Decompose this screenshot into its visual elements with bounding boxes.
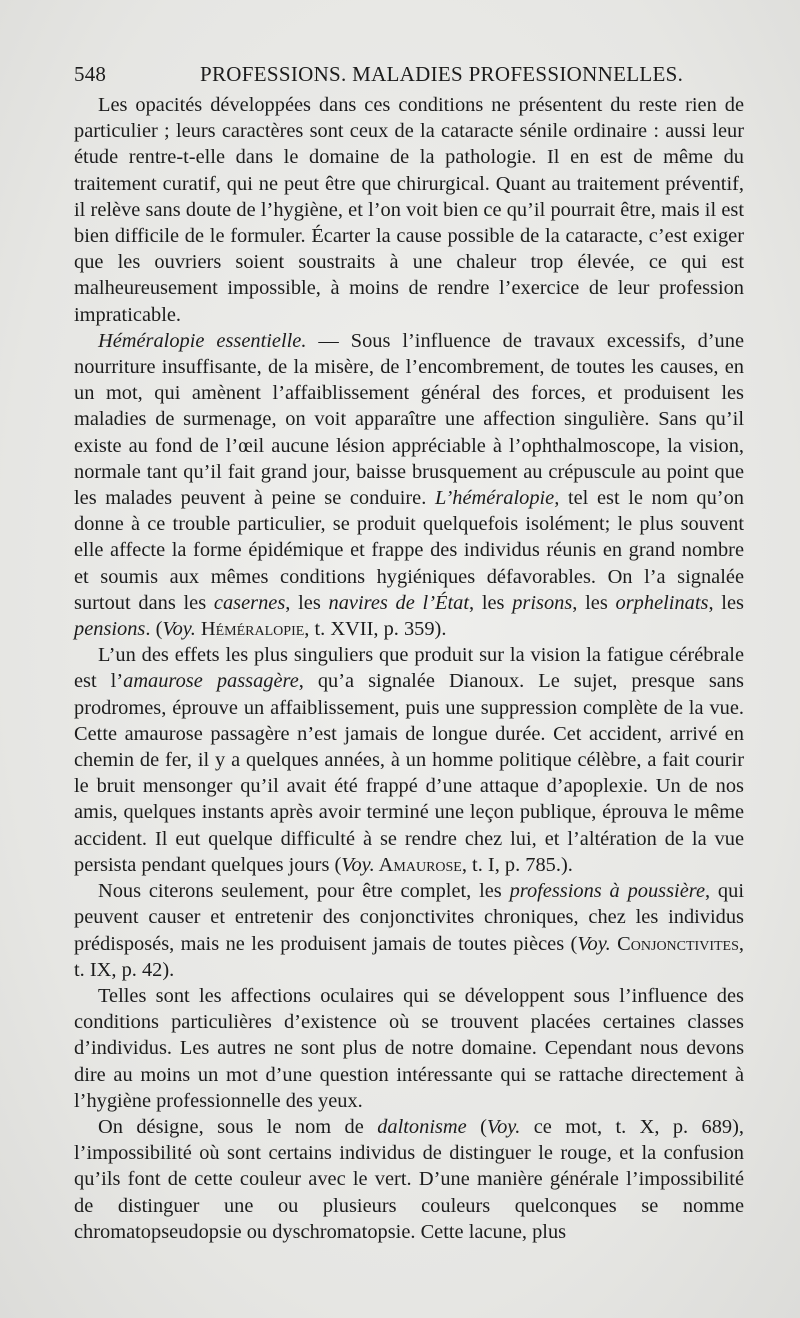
italic-term: professions à poussière: [509, 880, 705, 903]
paragraph-transition: [74, 983, 744, 1114]
paragraph-dust-professions: [74, 878, 744, 983]
text-separator: , les: [708, 591, 744, 614]
paragraph-text: — Sous l’influence de travaux excessifs, d’une nourriture insuffisante, de la misère, de l’encombrement, de toutes les causes, en un mot, qui amènent l’affaiblissement général des forces, et produisent les maladies de surmenage, on voit apparaître une affection singulière. Sans qu’il existe au fond de l’œil aucune lésion appréciable à l’ophthalmoscope, la vision, normale tant qu’il fait grand jour, baisse brusquement au crépuscule au point que les malades peuvent à peine se conduire.: [74, 329, 744, 510]
text-separator: . (: [145, 618, 163, 641]
voy-reference: Voy.: [577, 932, 611, 955]
italic-place: casernes: [213, 591, 286, 614]
paragraph-cataract: [74, 92, 744, 328]
page-number: 548: [74, 62, 107, 86]
italic-place: orphelinats: [615, 591, 709, 614]
text-separator: , les: [468, 591, 513, 614]
book-page: [74, 58, 744, 1245]
text-separator: , les: [285, 591, 329, 614]
running-title: PROFESSIONS. MALADIES PROFESSIONNELLES.: [200, 62, 684, 86]
cross-reference-location: ce mot, t. X, p. 689), l’impossibilité où sont certains individus de distinguer le rouge, et la confusion qu’ils font de cette couleur avec le vert. D’une manière générale l’impossibilité de distinguer une ou plusieurs couleurs quelconques se nomme chromatopseudopsie ou dyschromatopsie. Cette lacune, plus: [74, 1115, 745, 1243]
cross-reference-term: Héméralopie: [195, 618, 305, 641]
paragraph-text: tel est le nom qu’on donne à ce trouble particulier, se produit quelquefois isolément; le plus souvent elle affecte la forme épidémique et frappe des individus réunis en grand nombre et soumis aux mêmes conditions hygiéniques défavorables. On l’a signalée surtout dans les: [74, 487, 744, 614]
cross-reference-location: , t. IX, p. 42).: [74, 932, 744, 981]
text-separator: , les: [572, 591, 616, 614]
voy-reference: Voy.: [486, 1115, 521, 1138]
running-header: [74, 58, 744, 92]
paragraph-text: Nous citerons seulement, pour être complet, les: [98, 880, 510, 903]
italic-place: navires de l’État: [328, 591, 469, 614]
paragraph-text: On désigne, sous le nom de: [98, 1115, 378, 1138]
italic-term: L’héméralopie,: [434, 487, 560, 510]
italic-place: pensions: [74, 618, 146, 641]
voy-reference: Voy.: [162, 618, 196, 641]
cross-reference-term: Conjonctivites: [610, 932, 739, 955]
italic-place: prisons: [512, 591, 573, 614]
cross-reference-term: Amaurose: [374, 853, 462, 876]
cross-reference-location: , t. I, p. 785.).: [461, 853, 573, 876]
paragraph-text: (: [466, 1115, 487, 1138]
italic-term: daltonisme: [377, 1115, 467, 1138]
paragraph-hemeralopia: [74, 328, 744, 642]
paragraph-amaurosis: [74, 642, 744, 878]
paragraph-text: L’un des effets les plus singuliers que produit sur la vision la fatigue cérébrale est l’: [74, 644, 744, 693]
paragraph-daltonism: [74, 1114, 744, 1245]
italic-term: amaurose passagère: [123, 670, 299, 693]
paragraph-text: Telles sont les affections oculaires qui se développent sous l’influence des conditions particulières d’existence où se trouvent placées certaines classes d’individus. Les autres ne sont plus de notre domaine. Cependant nous devons dire au moins un mot d’une question intéressante qui se rattache directement à l’hygiène professionnelle des yeux.: [74, 984, 744, 1112]
paragraph-text: , qu’a signalée Dianoux. Le sujet, presque sans prodromes, éprouve un affaiblissement, puis une suppression complète de la vue. Cette amaurose passagère n’est jamais de longue durée. Cet accident, arrivé en chemin de fer, il y a quelques années, à un homme politique célèbre, a fait courir le bruit mensonger qu’il avait été frappé d’une attaque d’apoplexie. Un de nos amis, quelques instants après avoir terminé une leçon publique, éprouva le même accident. Il eut quelque difficulté à se rendre chez lui, et l’altération de la vue persista pendant quelques jours (: [74, 670, 744, 876]
page-body: [74, 92, 744, 1245]
section-lead: Héméralopie essentielle.: [98, 329, 307, 352]
paragraph-text: Les opacités développées dans ces conditions ne présentent du reste rien de particulier ; leurs caractères sont ceux de la cataracte sénile ordinaire : aussi leur étude rentre-t-elle dans le domaine de la pathologie. Il en est de même du traitement curatif, qui ne peut être que chirurgical. Quant au traitement préventif, il relève sans doute de l’hygiène, et l’on voit bien ce qu’il pourrait être, mais il est bien difficile de le formuler. Écarter la cause possible de la cataracte, c’est exiger que les ouvriers soient soustraits à une chaleur trop élevée, ce qui est malheureusement impossible, à moins de rendre l’exercice de leur profession impraticable.: [74, 94, 744, 326]
voy-reference: Voy.: [341, 853, 375, 876]
paragraph-text: , qui peuvent causer et entretenir des conjonctivites chroniques, chez les individus prédisposés, mais ne les produisent jamais de toutes pièces (: [74, 880, 744, 955]
cross-reference-location: , t. XVII, p. 359).: [304, 618, 447, 641]
